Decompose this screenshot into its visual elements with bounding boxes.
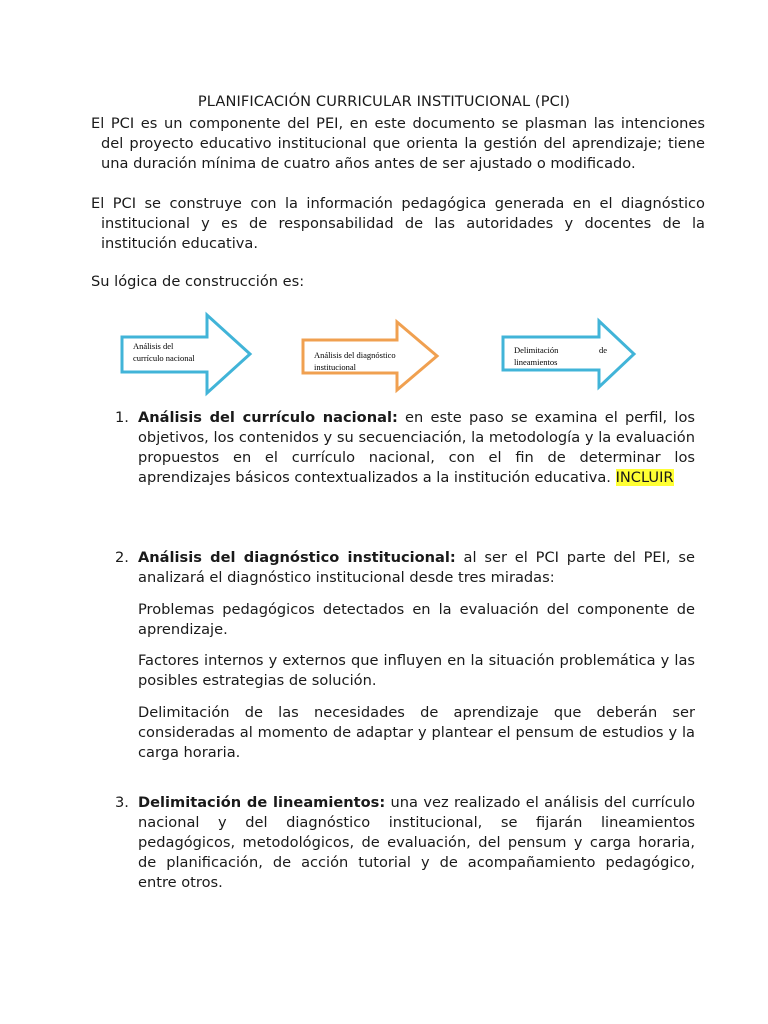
flow-arrow-3-label-line2: lineamientos bbox=[514, 357, 558, 367]
incluir-highlight: INCLUIR bbox=[615, 469, 674, 486]
list-item-2-number: 2. bbox=[115, 549, 129, 566]
flow-arrow-3-label-line1: Delimitación bbox=[514, 345, 559, 355]
list-item-2-heading: Análisis del diagnóstico institucional: bbox=[138, 549, 456, 566]
intro-paragraph-2: El PCI se construye con la información pedagógica generada en el diagnóstico institucional y es de responsabilidad de las autoridades y docentes de la institución educativa. bbox=[91, 195, 705, 252]
flow-arrow-1-label-line2: currículo nacional bbox=[133, 353, 195, 363]
page-title: PLANIFICACIÓN CURRICULAR INSTITUCIONAL (PCI) bbox=[197, 93, 571, 110]
flow-arrow-3-label-line1b: de bbox=[599, 345, 608, 355]
list-item-1-text: en este paso se examina el perfil, los objetivos, los contenidos y su secuenciación, la metodología y la evaluación propuestos en el currículo nacional, con el fin de determinar los aprendizajes básicos contextualizados a la institución educativa. bbox=[138, 409, 695, 486]
list-item-3 bbox=[115, 793, 695, 893]
list-item-1 bbox=[115, 408, 695, 488]
construction-flow-diagram bbox=[0, 0, 768, 410]
list-item-3-number: 3. bbox=[115, 794, 129, 811]
flow-arrow-1-label-line1: Análisis del bbox=[133, 341, 174, 351]
list-item-3-text: una vez realizado el análisis del currículo nacional y del diagnóstico institucional, se fijarán lineamientos pedagógicos, metodológicos, de evaluación, del pensum y carga horaria, de planificación, de acción tutorial y de acompañamiento pedagógico, entre otros. bbox=[138, 794, 695, 891]
list-item-2-sub-3: Delimitación de las necesidades de aprendizaje que deberán ser consideradas al momento de adaptar y plantear el pensum de estudios y la carga horaria. bbox=[138, 704, 695, 761]
list-item-2-sub-2: Factores internos y externos que influyen en la situación problemática y las posibles estrategias de solución. bbox=[138, 652, 695, 689]
list-item-2-sub-1: Problemas pedagógicos detectados en la evaluación del componente de aprendizaje. bbox=[138, 601, 695, 638]
flow-arrow-2-label-line1: Análisis del diagnóstico bbox=[314, 350, 396, 360]
list-item-1-number: 1. bbox=[115, 409, 129, 426]
list-item-1-heading: Análisis del currículo nacional: bbox=[138, 409, 398, 426]
logic-label: Su lógica de construcción es: bbox=[91, 273, 305, 290]
intro-paragraph-1: El PCI es un componente del PEI, en este documento se plasman las intenciones del proyecto educativo institucional que orienta la gestión del aprendizaje; tiene una duración mínima de cuatro años antes de ser ajustado o modificado. bbox=[91, 115, 705, 172]
flow-arrow-2-label-line2: institucional bbox=[314, 362, 357, 372]
list-item-2-text: al ser el PCI parte del PEI, se analizará el diagnóstico institucional desde tres miradas: bbox=[138, 549, 695, 586]
list-item-3-heading: Delimitación de lineamientos: bbox=[138, 794, 386, 811]
list-item-2 bbox=[115, 548, 695, 588]
